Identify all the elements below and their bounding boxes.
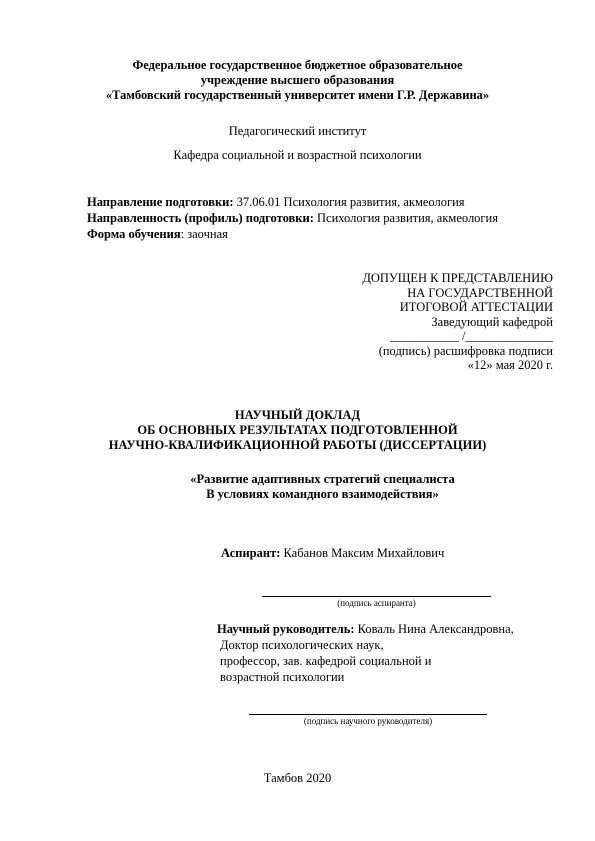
approval-signature-line: ___________ /______________ (390, 329, 553, 343)
approval-signature-caption: (подпись) расшифровка подписи (378, 343, 553, 358)
approval-line-1: ДОПУЩЕН К ПРЕДСТАВЛЕНИЮ (362, 271, 553, 285)
profile-value: Психология развития, акмеология (313, 211, 498, 225)
approval-line-2: НА ГОСУДАРСТВЕННОЙ (407, 285, 553, 300)
supervisor-row (217, 622, 514, 637)
form-value: : заочная (180, 227, 228, 241)
form-label: Форма обучения (87, 227, 181, 241)
approval-head-title: Заведующий кафедрой (431, 314, 553, 329)
topic-line-2: В условиях командного взаимодействия» (206, 487, 439, 501)
profile-row (87, 211, 498, 226)
approval-block (300, 271, 553, 373)
org-line-3: «Тамбовский государственный университет имени Г.Р. Державина» (105, 88, 490, 102)
institute-name: Педагогический институт (228, 124, 367, 138)
aspirant-signature-line (262, 596, 491, 597)
direction-value: 37.06.01 Психология развития, акмеология (233, 195, 465, 209)
supervisor-degree: Доктор психологических наук, (220, 638, 384, 652)
report-title-2: ОБ ОСНОВНЫХ РЕЗУЛЬТАТАХ ПОДГОТОВЛЕННОЙ (137, 423, 458, 437)
aspirant-label: Аспирант: (221, 546, 281, 560)
report-title-3: НАУЧНО-КВАЛИФИКАЦИОННОЙ РАБОТЫ (ДИССЕРТАЦИИ) (108, 438, 487, 452)
direction-row (87, 195, 465, 210)
aspirant-name: Кабанов Максим Михайлович (280, 546, 445, 560)
direction-label: Направление подготовки: (87, 195, 234, 209)
form-row (87, 227, 228, 242)
supervisor-signature-caption: (подпись научного руководителя) (303, 716, 433, 726)
org-line-2: учреждение высшего образования (200, 73, 395, 87)
supervisor-position: профессор, зав. кафедрой социальной и (220, 654, 432, 668)
profile-label: Направленность (профиль) подготовки: (87, 211, 314, 225)
aspirant-signature-caption: (подпись аспиранта) (337, 598, 416, 608)
supervisor-name: Коваль Нина Александровна, (354, 622, 514, 636)
supervisor-label: Научный руководитель: (217, 622, 355, 636)
supervisor-signature-line (249, 714, 487, 715)
department-name: Кафедра социальной и возрастной психологии (173, 148, 422, 162)
topic-line-1: «Развитие адаптивных стратегий специалиста (190, 472, 455, 486)
city-year: Тамбов 2020 (263, 771, 332, 785)
report-title-1: НАУЧНЫЙ ДОКЛАД (234, 408, 361, 422)
org-line-1: Федеральное государственное бюджетное образовательное (132, 58, 463, 72)
approval-line-3: ИТОГОВОЙ АТТЕСТАЦИИ (399, 300, 553, 314)
approval-date: «12» мая 2020 г. (467, 358, 553, 372)
aspirant-row (221, 546, 444, 561)
supervisor-department: возрастной психологии (220, 670, 345, 684)
